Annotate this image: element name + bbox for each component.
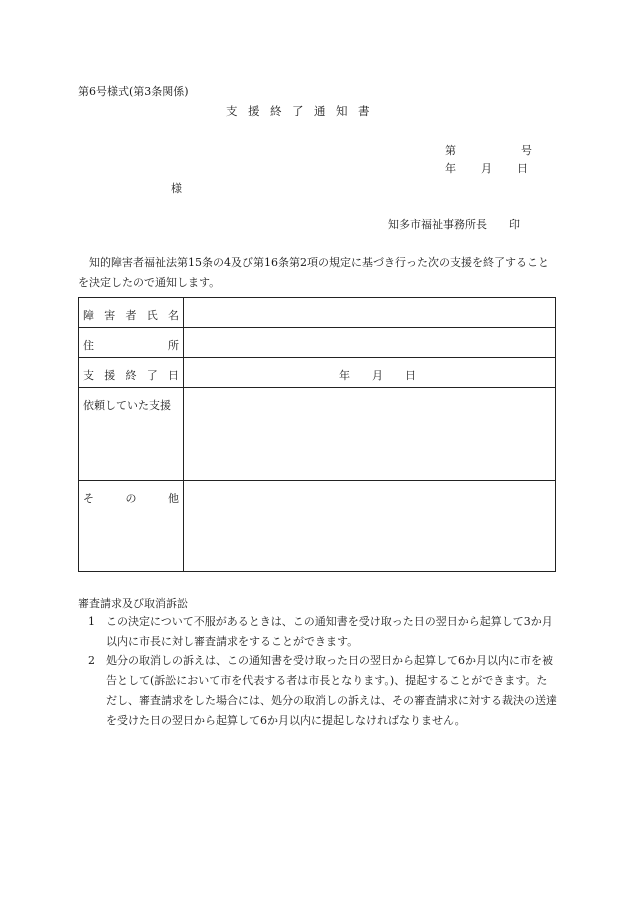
form-number-label: 第6号様式(第3条関係): [78, 85, 189, 98]
row-label: [79, 328, 184, 357]
appeal-item: [78, 651, 558, 731]
title-char: 支: [226, 104, 238, 118]
label-char: 氏: [146, 309, 158, 322]
label-char: 住: [83, 339, 94, 352]
title-char: 了: [292, 104, 304, 118]
date-year: 年: [445, 162, 456, 175]
title-char: 援: [248, 104, 260, 118]
table-row-name: [79, 298, 555, 328]
end-date-value-cell[interactable]: [184, 358, 555, 387]
label-char: 障: [83, 309, 94, 322]
table-row-address: [79, 328, 555, 358]
number-prefix: 第: [445, 144, 456, 157]
table-row-other: [79, 481, 555, 571]
item-number: 2: [88, 654, 95, 667]
item-number: 1: [88, 615, 95, 628]
notice-table: [78, 297, 556, 572]
end-date-value: [339, 367, 416, 383]
row-label: [79, 481, 184, 571]
document-number-line: [445, 142, 532, 158]
issue-date-line: [445, 160, 528, 176]
date-year: 年: [339, 369, 350, 382]
address-value-cell[interactable]: [184, 328, 555, 357]
label-char: 他: [168, 492, 179, 505]
label-char: 害: [104, 309, 116, 322]
table-row-end-date: [79, 358, 555, 388]
date-day: 日: [517, 162, 528, 175]
label-char: 支: [83, 369, 94, 382]
seal-mark: 印: [509, 218, 520, 231]
title-char: 終: [270, 104, 282, 118]
issuer-line: [388, 216, 520, 232]
notice-body-text: 知的障害者福祉法第15条の4及び第16条第2項の規定に基づき行った次の支援を終了することを決定したので通知します。: [78, 256, 549, 289]
requested-support-value-cell[interactable]: [184, 388, 555, 480]
title-char: 通: [314, 104, 326, 118]
row-label: [79, 298, 184, 327]
number-suffix: 号: [521, 144, 532, 157]
label-char: 名: [168, 309, 179, 322]
label-char: 了: [146, 369, 158, 382]
title-char: 知: [336, 104, 348, 118]
item-text: 処分の取消しの訴えは、この通知書を受け取った日の翌日から起算して6か月以内に市を被告として(訴訟において市を代表する者は市長となります。)、提起することができます。ただし、審査請求をした場合には、処分の取消しの訴えは、その審査請求に対する裁決の送達を受けた日の翌日から起算して6か月以内に提起しなければなりません。: [106, 654, 557, 727]
label-char: 所: [168, 339, 179, 352]
name-value-cell[interactable]: [184, 298, 555, 327]
label-char: 援: [104, 369, 116, 382]
appeal-item: [78, 612, 558, 652]
addressee-suffix: 様: [171, 182, 182, 195]
date-day: 日: [405, 369, 416, 382]
row-label: 依頼していた支援: [79, 388, 184, 480]
label-char: そ: [83, 492, 94, 505]
title-char: 書: [358, 104, 370, 118]
label-char: 日: [168, 369, 179, 382]
label-char: 者: [125, 309, 137, 322]
date-month: 月: [372, 369, 383, 382]
item-text: この決定について不服があるときは、この通知書を受け取った日の翌日から起算して3か月以内に市長に対し審査請求をすることができます。: [106, 615, 553, 648]
other-value-cell[interactable]: [184, 481, 555, 571]
document-title: [226, 103, 380, 119]
date-month: 月: [481, 162, 492, 175]
label-char: 終: [125, 369, 137, 382]
row-label: [79, 358, 184, 387]
appeal-section-title: 審査請求及び取消訴訟: [78, 597, 188, 610]
label-char: の: [125, 492, 137, 505]
table-row-requested-support: [79, 388, 555, 481]
issuer-name: 知多市福祉事務所長: [388, 218, 487, 231]
